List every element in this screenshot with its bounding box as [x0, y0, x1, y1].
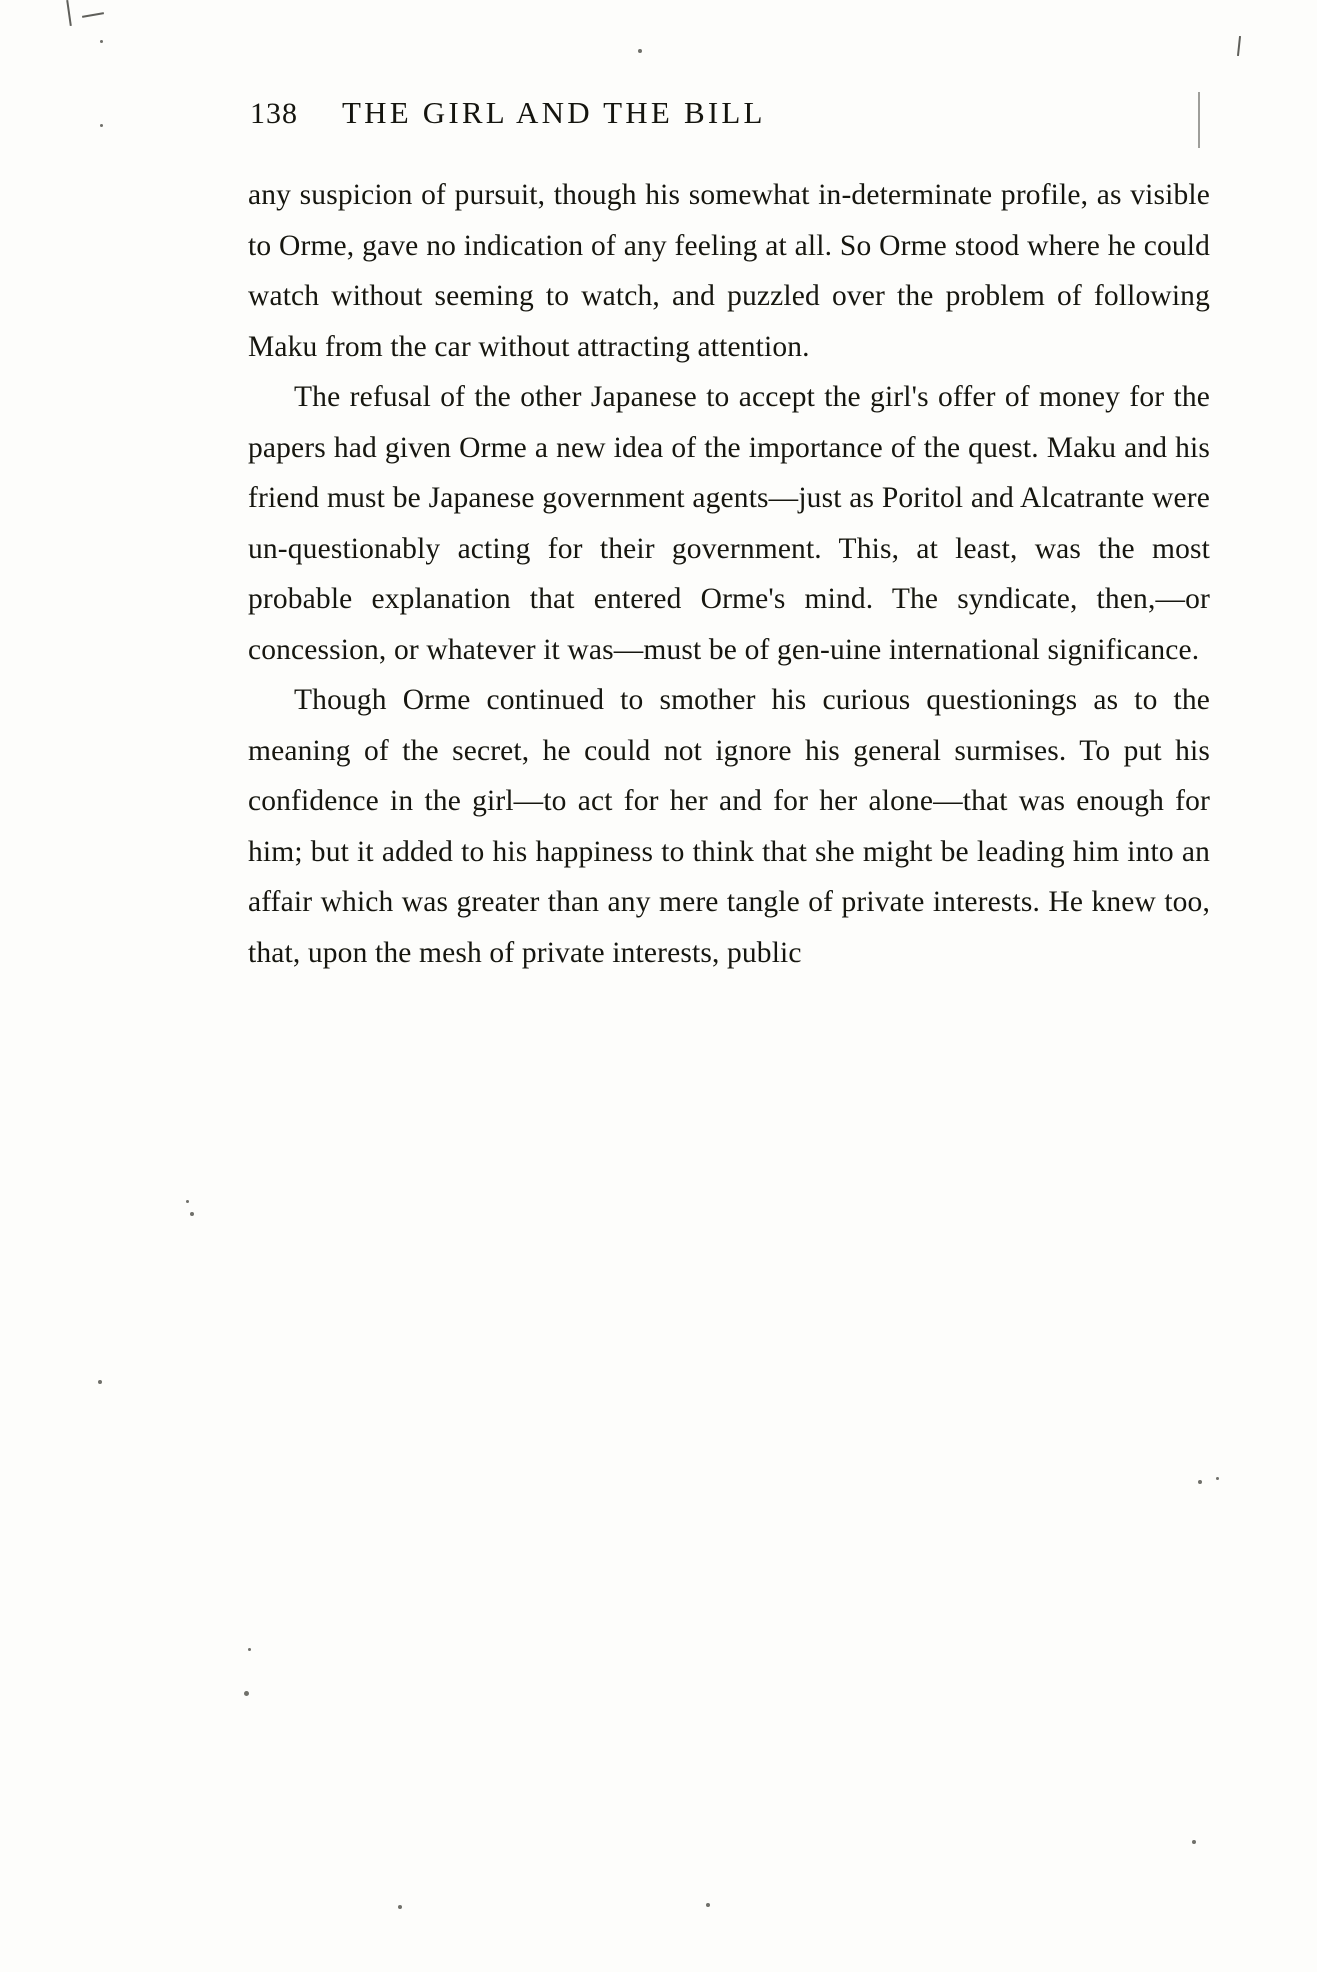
- paper-speck: [100, 40, 103, 43]
- body-text: [248, 170, 1210, 978]
- paper-speck: [706, 1903, 710, 1907]
- paragraph: The refusal of the other Japanese to accept the girl's offer of money for the papers had given Orme a new idea of the importance of the quest. Maku and his friend must be Japanese government agents—just as Poritol and Alcatrante were un-questionably acting for their government. This, at least, was the most probable explanation that entered Orme's mind. The syndicate, then,—or concession, or whatever it was—must be of gen-uine international significance.: [248, 381, 1210, 666]
- paper-speck: [100, 124, 103, 127]
- paper-speck: [98, 1380, 102, 1384]
- scan-edge-mark: [66, 0, 72, 26]
- paper-speck: [1216, 1477, 1219, 1480]
- running-title: THE GIRL AND THE BILL: [342, 95, 766, 130]
- paper-speck: [638, 49, 642, 53]
- scan-edge-mark: [1237, 36, 1241, 56]
- paper-speck: [248, 1648, 251, 1651]
- paragraph: any suspicion of pursuit, though his somewhat in-determinate profile, as visible to Orme, gave no indication of any feeling at all. So Orme stood where he could watch without seeming to watch, and puzzled over the problem of following Maku from the car without attracting attention.: [248, 179, 1210, 363]
- paper-speck: [186, 1200, 189, 1203]
- scan-edge-mark: [82, 12, 104, 18]
- paper-speck: [244, 1691, 249, 1696]
- paper-speck: [398, 1905, 402, 1909]
- scan-edge-mark: [1198, 92, 1200, 148]
- paper-speck: [1198, 1480, 1202, 1484]
- running-head: [250, 95, 1210, 131]
- paper-speck: [1192, 1840, 1196, 1844]
- page-number: 138: [250, 97, 298, 130]
- paragraph: Though Orme continued to smother his curious questionings as to the meaning of the secret, he could not ignore his general surmises. To put his confidence in the girl—to act for her and for her alone—that was enough for him; but it added to his happiness to think that she might be leading him into an affair which was greater than any mere tangle of private interests. He knew too, that, upon the mesh of private interests, public: [248, 684, 1210, 969]
- paper-speck: [190, 1212, 194, 1216]
